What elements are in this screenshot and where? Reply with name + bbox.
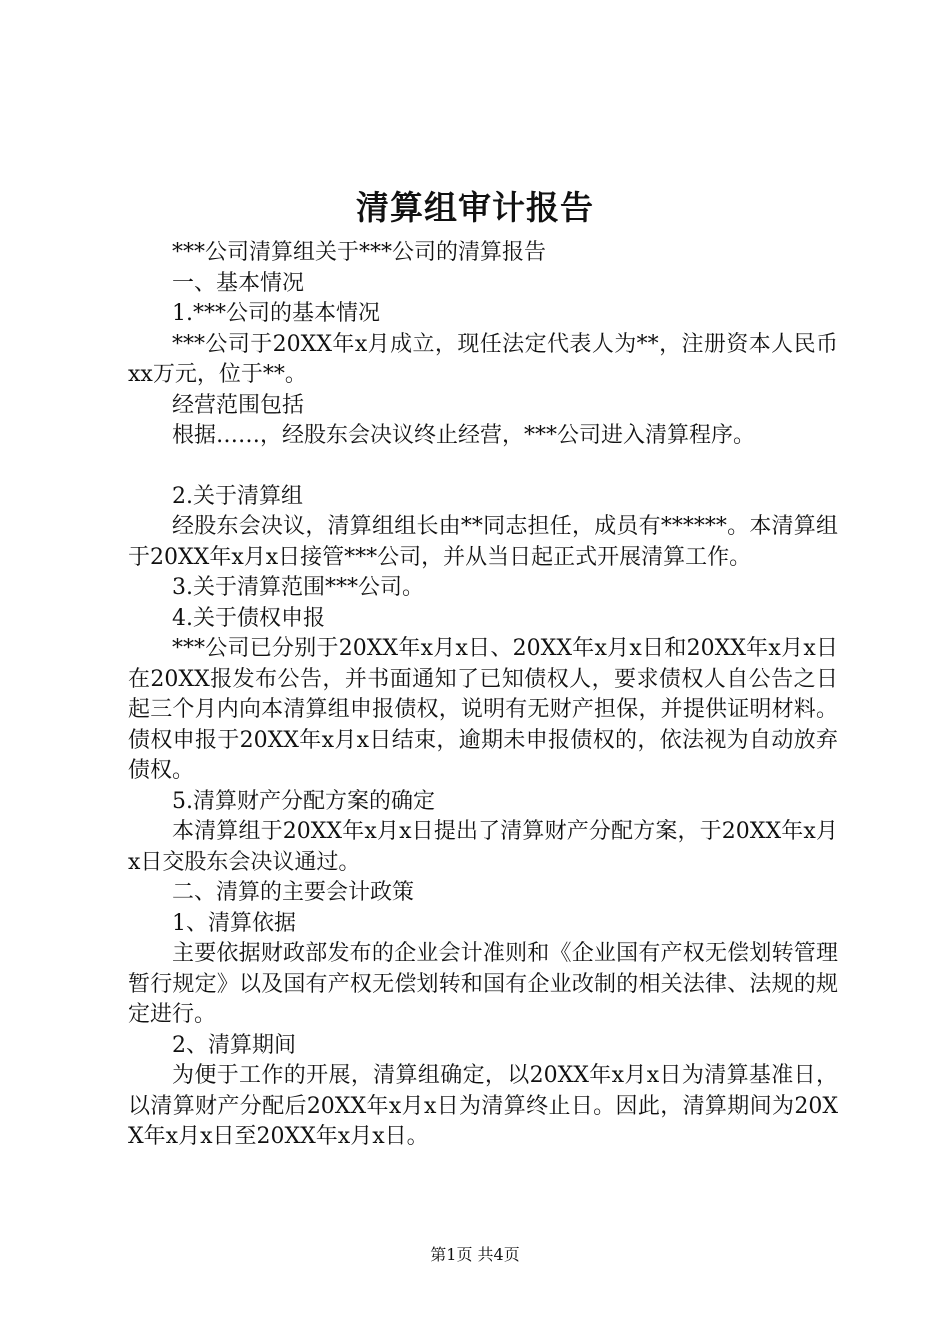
subheading-liquidation-period: 2、清算期间 — [172, 1032, 296, 1058]
subheading-company-info: 1.***公司的基本情况 — [172, 301, 380, 326]
paragraph-business-scope: 经营范围包括 — [172, 392, 305, 418]
document-title: 清算组审计报告 — [356, 188, 594, 227]
paragraph-company-details: ***公司于20XX年x月成立，现任法定代表人为**，注册资本人民币xx万元，位于**。 — [128, 331, 838, 387]
section-heading-basic-info: 一、基本情况 — [172, 270, 305, 296]
subheading-liquidation-group: 2.关于清算组 — [172, 483, 303, 509]
subheading-claims-declaration: 4.关于债权申报 — [172, 605, 325, 631]
subheading-liquidation-basis: 1、清算依据 — [172, 910, 296, 936]
page-number-footer: 第1页 共4页 — [430, 1245, 520, 1264]
paragraph-liquidation-group: 经股东会决议，清算组组长由**同志担任，成员有******。本清算组于20XX年x月x日接管***公司，并从当日起正式开展清算工作。 — [128, 514, 838, 570]
paragraph-distribution-plan: 本清算组于20XX年x月x日提出了清算财产分配方案，于20XX年x月x日交股东会决议通过。 — [128, 819, 838, 875]
subheading-liquidation-scope: 3.关于清算范围***公司。 — [172, 575, 424, 600]
paragraph-liquidation-basis: 主要依据财政部发布的企业会计准则和《企业国有产权无偿划转管理暂行规定》以及国有产权无偿划转和国有企业改制的相关法律、法规的规定进行。 — [128, 941, 838, 1027]
paragraph-liquidation-start: 根据……，经股东会决议终止经营，***公司进入清算程序。 — [172, 423, 756, 448]
section-heading-accounting-policy: 二、清算的主要会计政策 — [172, 880, 415, 905]
subheading-distribution-plan: 5.清算财产分配方案的确定 — [172, 788, 435, 814]
paragraph-report-heading: ***公司清算组关于***公司的清算报告 — [172, 240, 547, 265]
paragraph-liquidation-period: 为便于工作的开展，清算组确定，以20XX年x月x日为清算基准日，以清算财产分配后20XX年x月x日为清算终止日。因此，清算期间为20XX年x月x日至20XX年x月x日。 — [128, 1063, 838, 1149]
document-body — [128, 238, 838, 1153]
paragraph-claims-declaration: ***公司已分别于20XX年x月x日、20XX年x月x日和20XX年x月x日在20XX报发布公告，并书面通知了已知债权人，要求债权人自公告之日起三个月内向本清算组申报债权，说明有无财产担保，并提供证明材料。债权申报于20XX年x月x日结束，逾期未申报债权的，依法视为自动放弃债权。 — [128, 636, 838, 783]
